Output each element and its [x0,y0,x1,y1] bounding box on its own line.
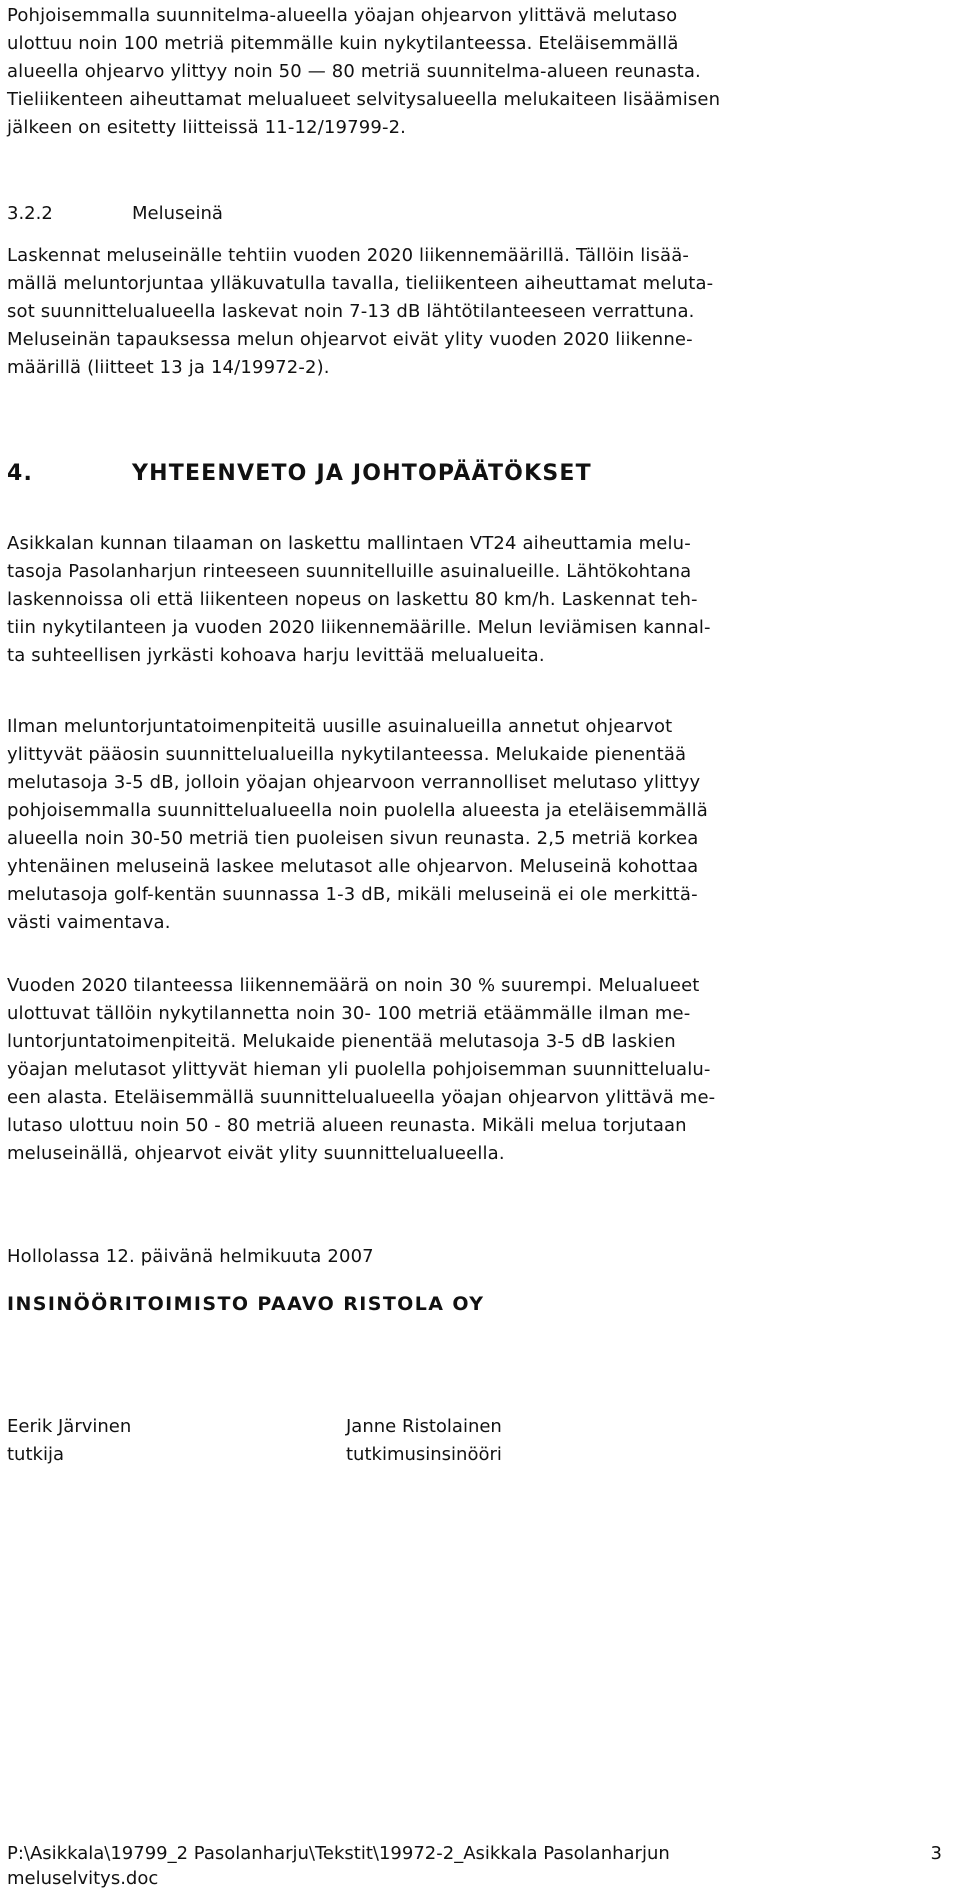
text-line: een alasta. Eteläisemmällä suunnittelualueella yöajan ohjearvon ylittävä me- [7,1087,716,1108]
text-line: ulottuu noin 100 metriä pitemmälle kuin nykytilanteessa. Eteläisemmällä [7,33,679,54]
intro-paragraph-2 [7,86,942,142]
text-line: sot suunnittelualueella laskevat noin 7-13 dB lähtötilanteeseen verrattuna. [7,301,695,322]
section-number: 3.2.2 [7,203,53,224]
signer-title: tutkimusinsinööri [346,1444,502,1465]
text-line: ta suhteellisen jyrkästi kohoava harju levittää melualueita. [7,645,545,666]
text-line: meluseinällä, ohjearvot eivät ylity suunnittelualueella. [7,1143,505,1164]
text-line: Asikkalan kunnan tilaaman on laskettu mallintaen VT24 aiheuttamia melu- [7,533,691,554]
text-line: ulottuvat tällöin nykytilannetta noin 30- 100 metriä etäämmälle ilman me- [7,1003,691,1024]
signer-title: tutkija [7,1444,64,1465]
section-heading-322 [7,200,223,228]
page-number: 3 [930,1843,942,1864]
text-line: Meluseinän tapauksessa melun ohjearvot eivät ylity vuoden 2020 liikenne- [7,329,693,350]
file-path-line: P:\Asikkala\19799_2 Pasolanharju\Tekstit\19972-2_Asikkala Pasolanharjun [7,1843,670,1864]
text-line: Vuoden 2020 tilanteessa liikennemäärä on noin 30 % suurempi. Melualueet [7,975,700,996]
text-line: määrillä (liitteet 13 ja 14/19972-2). [7,357,330,378]
text-line: jälkeen on esitetty liitteissä 11-12/19799-2. [7,117,407,138]
text-line: luntorjuntatoimenpiteitä. Melukaide pienentää melutasoja 3-5 dB laskien [7,1031,676,1052]
section-title: Meluseinä [132,203,223,224]
signature-block-2 [346,1413,502,1469]
text-line: Pohjoisemmalla suunnitelma-alueella yöajan ohjearvon ylittävä melutaso [7,5,678,26]
place-date [7,1243,942,1271]
company-name: INSINÖÖRITOIMISTO PAAVO RISTOLA OY [7,1293,485,1315]
text-line: alueella noin 30-50 metriä tien puoleisen sivun reunasta. 2,5 metriä korkea [7,828,699,849]
page-footer [7,1841,942,1891]
section-title: YHTEENVETO JA JOHTOPÄÄTÖKSET [132,461,592,486]
text-line: Tieliikenteen aiheuttamat melualueet selvitysalueella melukaiteen lisäämisen [7,89,721,110]
place-date-text: Hollolassa 12. päivänä helmikuuta 2007 [7,1246,374,1267]
text-line: Laskennat meluseinälle tehtiin vuoden 2020 liikennemäärillä. Tällöin lisää- [7,245,690,266]
text-line: ylittyvät pääosin suunnittelualueilla nykytilanteessa. Melukaide pienentää [7,744,687,765]
section-number: 4. [7,461,34,486]
signature-block-1 [7,1413,131,1469]
text-line: västi vaimentava. [7,912,171,933]
text-line: Ilman meluntorjuntatoimenpiteitä uusille asuinalueilla annetut ohjearvot [7,716,673,737]
text-line: yöajan melutasot ylittyvät hieman yli puolella pohjoisemman suunnittelualu- [7,1059,711,1080]
text-line: laskennoissa oli että liikenteen nopeus on laskettu 80 km/h. Laskennat teh- [7,589,698,610]
text-line: yhtenäinen meluseinä laskee melutasot alle ohjearvon. Meluseinä kohottaa [7,856,699,877]
summary-paragraph-1 [7,530,942,670]
summary-paragraph-3 [7,972,942,1168]
text-line: melutasoja golf-kentän suunnassa 1-3 dB, mikäli meluseinä ei ole merkittä- [7,884,698,905]
text-line: tasoja Pasolanharjun rinteeseen suunnitelluille asuinalueille. Lähtökohtana [7,561,692,582]
text-line: lutaso ulottuu noin 50 - 80 metriä alueen reunasta. Mikäli melua torjutaan [7,1115,687,1136]
section-heading-4 [7,458,592,490]
file-path-line: meluselvitys.doc [7,1868,159,1889]
signer-name: Janne Ristolainen [346,1416,502,1437]
text-line: pohjoisemmalla suunnittelualueella noin puolella alueesta ja eteläisemmällä [7,800,708,821]
text-line: alueella ohjearvo ylittyy noin 50 — 80 metriä suunnitelma-alueen reunasta. [7,61,701,82]
summary-paragraph-2 [7,713,942,937]
intro-paragraph [7,2,942,86]
text-line: tiin nykytilanteen ja vuoden 2020 liikennemäärille. Melun leviämisen kannal- [7,617,711,638]
section-322-paragraph [7,242,942,382]
signer-name: Eerik Järvinen [7,1416,132,1437]
text-line: mällä meluntorjuntaa ylläkuvatulla tavalla, tieliikenteen aiheuttamat meluta- [7,273,714,294]
text-line: melutasoja 3-5 dB, jolloin yöajan ohjearvoon verrannolliset melutaso ylittyy [7,772,701,793]
